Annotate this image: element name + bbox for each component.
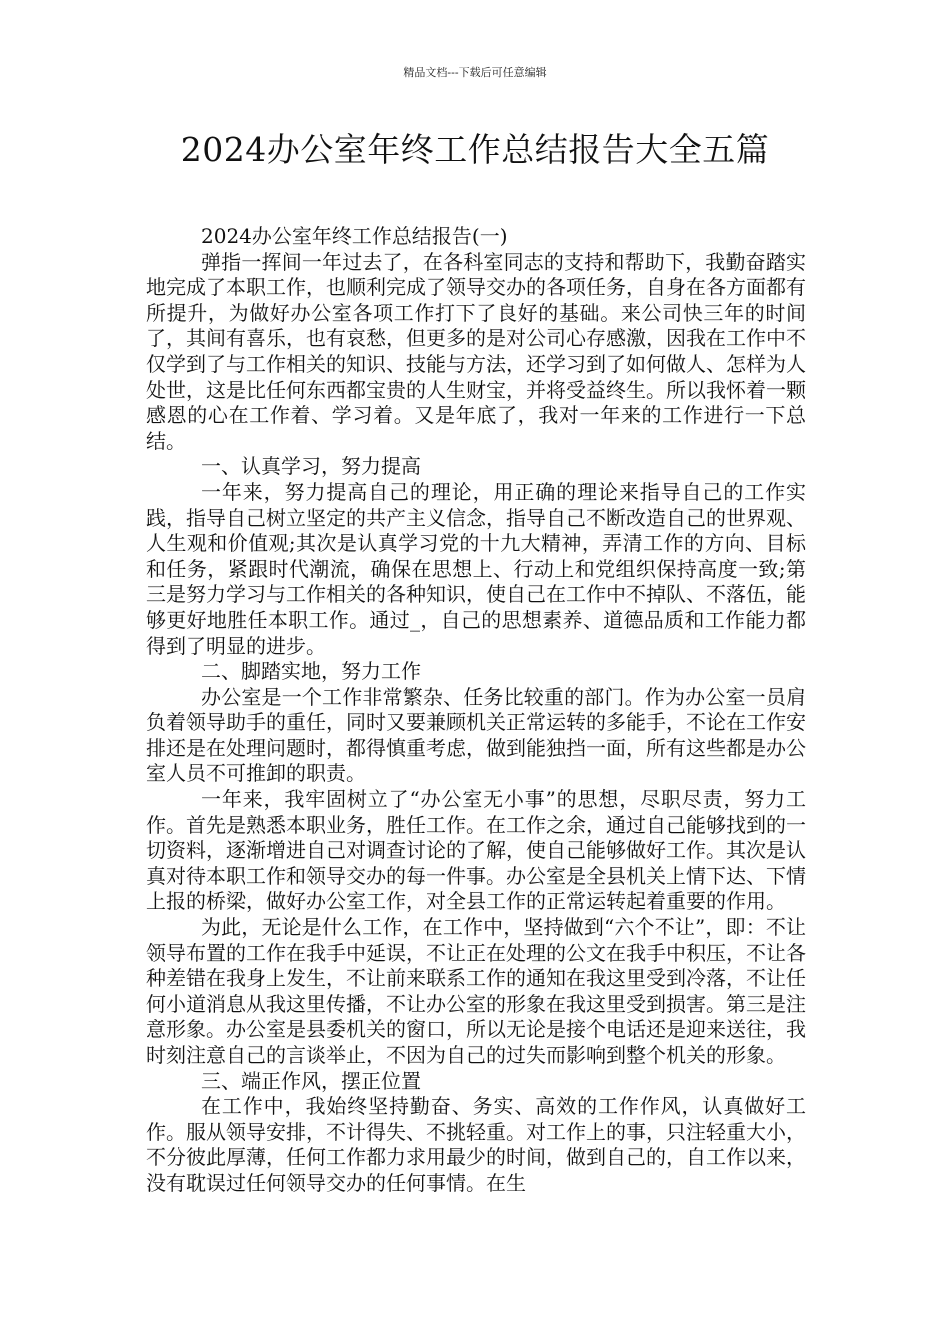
section-heading: 二、脚踏实地，努力工作 <box>201 659 421 684</box>
body-paragraph: 弹指一挥间一年过去了，在各科室同志的支持和帮助下，我勤奋踏实地完成了本职工作，也顺利完成了领导交办的各项任务，自身在各方面都有所提升，为做好办公室各项工作打下了良好的基础。来公司快三年的时间了，其间有喜乐，也有哀愁，但更多的是对公司心存感激，因我在工作中不仅学到了与工作相关的知识、技能与方法，还学习到了如何做人、怎样为人处世，这是比任何东西都宝贵的人生财宝，并将受益终生。所以我怀着一颗感恩的心在工作着、学习着。又是年底了，我对一年来的工作进行一下总结。 <box>146 249 806 453</box>
body-paragraph: 在工作中，我始终坚持勤奋、务实、高效的工作作风，认真做好工作。服从领导安排，不计得失、不挑轻重。对工作上的事，只注轻重大小，不分彼此厚薄，任何工作都力求用最少的时间，做到自己的，自工作以来，没有耽误过任何领导交办的任何事情。在生 <box>146 1094 806 1195</box>
header-note: 精品文档---下载后可任意编辑 <box>403 66 547 79</box>
subtitle-paragraph: 2024办公室年终工作总结报告(一) <box>201 224 508 248</box>
body-paragraph: 一年来，努力提高自己的理论，用正确的理论来指导自己的工作实践，指导自己树立坚定的共产主义信念，指导自己不断改造自己的世界观、人生观和价值观;其次是认真学习党的十九大精神，弄清工作的方向、目标和任务，紧跟时代潮流，确保在思想上、行动上和党组织保持高度一致;第三是努力学习与工作相关的各种知识，使自己在工作中不掉队、不落伍，能够更好地胜任本职工作。通过_，自己的思想素养、道德品质和工作能力都得到了明显的进步。 <box>146 479 806 658</box>
document-title: 2024办公室年终工作总结报告大全五篇 <box>180 130 770 169</box>
body-paragraph: 为此，无论是什么工作，在工作中，坚持做到“六个不让”，即：不让领导布置的工作在我手中延误，不让正在处理的公文在我手中积压，不让各种差错在我身上发生，不让前来联系工作的通知在我这里受到冷落，不让任何小道消息从我这里传播，不让办公室的形象在我这里受到损害。第三是注意形象。办公室是县委机关的窗口，所以无论是接个电话还是迎来送往，我时刻注意自己的言谈举止，不因为自己的过失而影响到整个机关的形象。 <box>146 915 806 1067</box>
body-paragraph: 一年来，我牢固树立了“办公室无小事”的思想，尽职尽责，努力工作。首先是熟悉本职业务，胜任工作。在工作之余，通过自己能够找到的一切资料，逐渐增进自己对调查讨论的了解，使自己能够做好工作。其次是认真对待本职工作和领导交办的每一件事。办公室是全县机关上情下达、下情上报的桥梁，做好办公室工作，对全县工作的正常运转起着重要的作用。 <box>146 787 806 914</box>
section-heading: 三、端正作风，摆正位置 <box>201 1068 421 1093</box>
section-heading: 一、认真学习，努力提高 <box>201 454 421 479</box>
document-body <box>146 224 806 1197</box>
body-paragraph: 办公室是一个工作非常繁杂、任务比较重的部门。作为办公室一员肩负着领导助手的重任，同时又要兼顾机关正常运转的多能手，不论在工作安排还是在处理问题时，都得慎重考虑，做到能独挡一面，所有这些都是办公室人员不可推卸的职责。 <box>146 684 806 786</box>
